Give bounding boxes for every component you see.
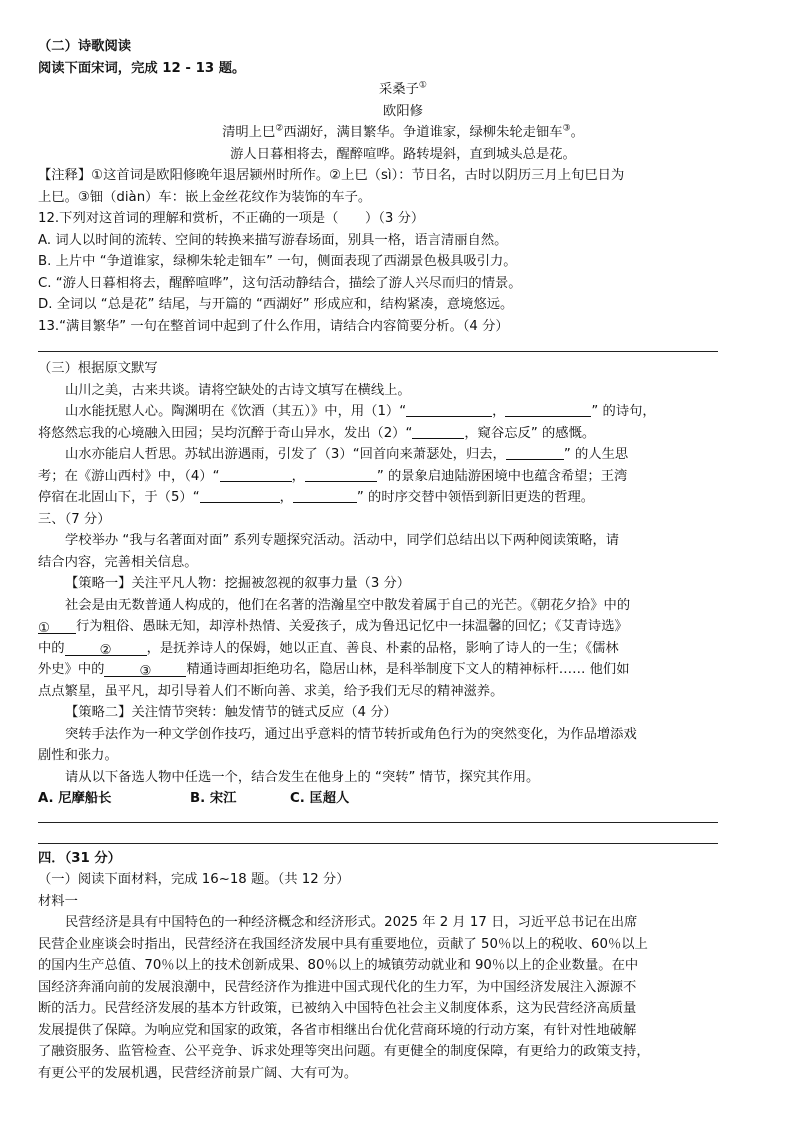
character-options	[38, 788, 768, 810]
question-12-option-c: C. “游人日暮相将去，醒醉喧哗”，这句活动静结合，描绘了游人兴尽而归的情景。	[38, 275, 522, 291]
strategy-1-heading: 【策略一】关注平凡人物：挖掘被忽视的叙事力量（3 分）	[65, 576, 411, 591]
poem-line-1	[38, 122, 768, 144]
poem-title	[38, 79, 768, 101]
blank-3[interactable]	[506, 444, 564, 460]
recitation-line3-a: 山水亦能启人哲思。苏轼出游遇雨，引发了（3）“回首向来萧瑟处，归去，	[65, 447, 506, 462]
strategy-2-line-2: 剧性和张力。	[38, 748, 118, 763]
material-1-line-6: 发展提供了保障。为响应党和国家的政策，各省市相继出台优化营商环境的行动方案，有针对性地破解	[38, 1022, 637, 1038]
option-a: A. 尼摩船长	[38, 791, 112, 806]
question-12-option-b: B. 上片中 “争道谁家，绿柳朱轮走钿车” 一句，侧面表现了西湖景色极具吸引力。	[38, 254, 517, 269]
section-4-heading: 四．（31 分）	[38, 850, 121, 866]
recitation-line-5	[38, 487, 768, 509]
recitation-line1-b: ，	[492, 404, 506, 419]
material-1-line-5: 断的活力。民营经济发展的基本方针政策，已被纳入中国特色社会主义制度体系，这为民营经济高质量	[38, 1001, 637, 1016]
recitation-line-2	[38, 423, 768, 445]
material-1-line-2: 民营企业座谈会时指出，民营经济在我国经济发展中具有重要地位，贡献了 50％以上的税收、60％以上	[38, 936, 648, 952]
recitation-line4-a: 考；在《游山西村》中，（4）“	[38, 468, 220, 484]
blank-1b[interactable]	[505, 401, 591, 417]
section-3-intro-2: 结合内容，完善相关信息。	[38, 554, 198, 570]
blank-strategy-2[interactable]	[65, 640, 147, 656]
strategy-1-line-4	[38, 659, 768, 681]
blank-5a[interactable]	[200, 487, 280, 503]
recitation-intro: 山川之美，古来共谈。请将空缺处的古诗文填写在横线上。	[65, 382, 411, 398]
strategy-1-line-3-b: ，是抚养诗人的保姆，她以正直、善良、朴素的品格，影响了诗人的一生；《儒林	[146, 640, 619, 656]
blank-strategy-3[interactable]	[104, 661, 186, 677]
poem-line-2: 游人日暮相将去，醒醉喧哗。路转堤斜，直到城头总是花。	[230, 146, 576, 162]
recitation-line5-c: ” 的时序交替中领悟到新旧更迭的哲理。	[356, 490, 595, 505]
recitation-line4-b: ，	[291, 468, 305, 484]
poetry-heading: （二）诗歌阅读	[38, 39, 132, 54]
answer-line-13[interactable]	[38, 351, 718, 352]
section-3-heading: 三、（7 分）	[38, 511, 111, 527]
poem-line1-part-a: 清明上巳	[222, 125, 276, 140]
recitation-line1-c: ” 的诗句，	[591, 404, 656, 419]
strategy-2-line-3: 请从以下备选人物中任选一个，结合发生在他身上的 “突转” 情节，探究其作用。	[65, 769, 540, 785]
recitation-line2-a: 将悠然忘我的心境融入田园；吴均沉醉于奇山异水，发出（2）“	[38, 425, 413, 441]
material-1-line-7: 了融资服务、监管检查、公平竞争、诉求处理等突出问题。有更健全的制度保障，有更给力的政策支持，	[38, 1044, 650, 1059]
strategy-1-line-5: 点点繁星，虽平凡，却引导着人们不断向善、求美，给予我们无尽的精神滋养。	[38, 683, 504, 699]
strategy-1-line-4-b: 精通诗画却拒绝功名，隐居山林，是科举制度下文人的精神标杆…… 他们如	[186, 662, 630, 677]
recitation-line-3	[38, 444, 768, 466]
recitation-line-4	[38, 466, 768, 488]
section-3-intro-1: 学校举办 “我与名著面对面” 系列专题探究活动。活动中，同学们总结出以下两种阅读策略，请	[65, 533, 620, 548]
material-1-label: 材料一	[38, 893, 78, 909]
strategy-2-heading: 【策略二】关注情节突转：触发情节的链式反应（4 分）	[65, 705, 397, 720]
recitation-line5-a: 停宿在北固山下，于（5）“	[38, 490, 200, 505]
blank-5b[interactable]	[293, 487, 357, 503]
section-4-sub: （一）阅读下面材料，完成 16~18 题。（共 12 分）	[38, 872, 350, 887]
material-1-line-1: 民营经济是具有中国特色的一种经济概念和经济形式。2025 年 2 月 17 日，习近平总书记在出席	[65, 915, 638, 930]
poem-title-note: ①	[418, 80, 427, 91]
recitation-line2-b: ，窥谷忘反” 的感慨。	[464, 425, 596, 441]
material-1-line-3: 的国内生产总值、70％以上的技术创新成果、80％以上的城镇劳动就业和 90％以上的企业数量。在中	[38, 958, 639, 973]
poem-line1-note: ②	[275, 123, 284, 134]
material-1-line-4: 国经济奔涌向前的发展浪潮中，民营经济作为推进中国式现代化的生力军，为中国经济发展注入源源不	[38, 979, 637, 995]
recitation-heading: （三）根据原文默写	[38, 361, 158, 376]
blank-number-2: ②	[99, 642, 112, 658]
blank-4a[interactable]	[220, 466, 292, 482]
question-13: 13.“满目繁华” 一句在整首词中起到了什么作用，请结合内容简要分析。（4 分）	[38, 318, 509, 334]
poem-note-line-2: 上巳。③钿（diàn）车：嵌上金丝花纹作为装饰的车子。	[38, 189, 372, 205]
blank-1a[interactable]	[406, 401, 492, 417]
recitation-line1-a: 山水能抚慰人心。陶渊明在《饮酒（其五）》中，用（1）“	[65, 404, 407, 419]
blank-number-3: ③	[139, 664, 152, 679]
strategy-1-line-2	[38, 616, 768, 638]
question-12: 12.下列对这首词的理解和赏析，不正确的一项是（ ）（3 分）	[38, 211, 425, 226]
recitation-line3-b: ” 的人生思	[563, 447, 629, 462]
blank-number-1: ①	[38, 621, 50, 636]
question-12-option-a: A. 词人以时间的流转、空间的转换来描写游春场面，别具一格，语言清丽自然。	[38, 232, 508, 248]
option-c: C. 匡超人	[290, 791, 350, 806]
question-12-option-d: D. 全词以 “总是花” 结尾，与开篇的 “西湖好” 形成应和，结构紧凑，意境悠远。	[38, 297, 514, 312]
poem-line1-note2: ③	[562, 123, 571, 134]
poem-author: 欧阳修	[383, 103, 423, 119]
material-1-line-8: 有更公平的发展机遇，民营经济前景广阔、大有可为。	[38, 1065, 358, 1081]
answer-line-1[interactable]	[38, 822, 718, 823]
strategy-1-line-3-a: 中的	[38, 640, 65, 656]
poetry-instruction: 阅读下面宋词，完成 12 - 13 题。	[38, 60, 246, 76]
strategy-1-line-4-a: 外史》中的	[38, 662, 105, 677]
poem-line1-part-b: 西湖好，满目繁华。争道谁家，绿柳朱轮走钿车	[283, 125, 563, 140]
option-b: B. 宋江	[190, 791, 237, 806]
strategy-1-line-3	[38, 638, 768, 660]
strategy-1-line-2-text: 行为粗俗、愚昧无知，却淳朴热情、关爱孩子，成为鲁迅记忆中一抹温馨的回忆；《艾青诗选》	[76, 619, 628, 634]
strategy-2-line-1: 突转手法作为一种文学创作技巧，通过出乎意料的情节转折或角色行为的突然变化，为作品增添戏	[65, 726, 637, 742]
blank-2[interactable]	[412, 423, 464, 439]
strategy-1-line-1: 社会是由无数普通人构成的，他们在名著的浩瀚星空中散发着属于自己的光芒。《朝花夕拾》中的	[65, 597, 631, 613]
poem-line1-part-c: 。	[570, 125, 584, 140]
recitation-line-1	[38, 401, 768, 423]
poem-title-text: 采桑子	[379, 82, 419, 97]
blank-strategy-1[interactable]	[38, 618, 76, 634]
poem-note-line-1: 【注释】①这首词是欧阳修晚年退居颍州时所作。②上巳（sì）：节日名，古时以阴历三月上旬巳日为	[38, 168, 625, 183]
recitation-line5-b: ，	[279, 490, 293, 505]
recitation-line4-c: ” 的景象启迪陆游困境中也蕴含希望；王湾	[376, 468, 628, 484]
exam-page	[38, 36, 768, 1084]
blank-4b[interactable]	[305, 466, 377, 482]
